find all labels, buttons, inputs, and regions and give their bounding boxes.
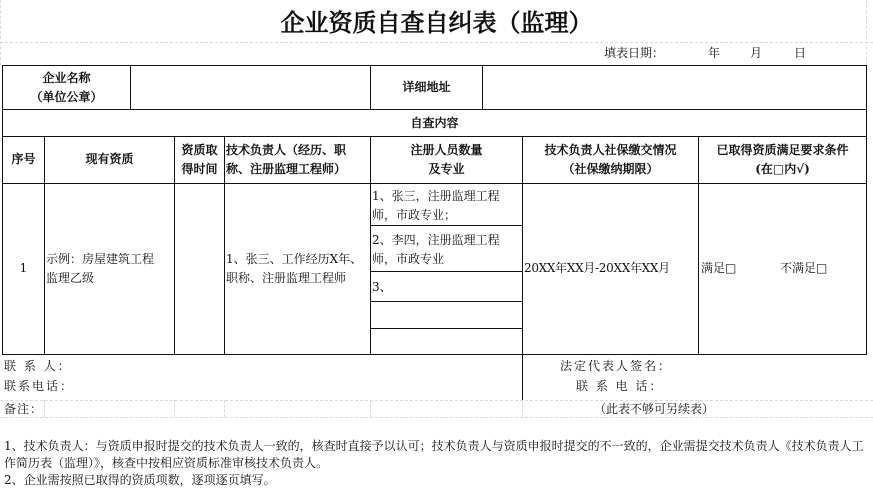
gridline bbox=[370, 400, 371, 417]
section-title: 自查内容 bbox=[410, 116, 459, 130]
legal-phone-label: 联 系 电 话： bbox=[576, 379, 664, 393]
table-border bbox=[2, 136, 867, 137]
row-tech-1: 1、张三、工作经历X年、 bbox=[226, 252, 363, 266]
gridline bbox=[522, 400, 523, 417]
gridline bbox=[224, 400, 225, 417]
header-tech-2: 称、注册监理工程师） bbox=[226, 162, 347, 176]
staff-item-3-line1: 3、 bbox=[372, 280, 392, 294]
row-qualification-1: 示例：房屋建筑工程 bbox=[46, 252, 155, 266]
gridline bbox=[44, 400, 45, 417]
gridline bbox=[0, 42, 873, 43]
page-title: 企业资质自查自纠表（监理） bbox=[280, 9, 593, 37]
table-border bbox=[370, 271, 522, 272]
meet-no-checkbox[interactable]: 不满足□ bbox=[780, 261, 828, 275]
note-1: 1、技术负责人：与资质申报时提交的技术负责人一致的，核查时直接予以认可；技术负责人与资质申报时提交的不一致的，企业需提交技术负责人《技术负责人工作简历表（监理）》，核查中按相应资质标准审核技术负责人。 bbox=[4, 439, 864, 470]
staff-item-2-line2: 师，市政专业 bbox=[372, 252, 445, 266]
company-name-input[interactable] bbox=[131, 66, 370, 109]
remark-more: （此表不够可另续表） bbox=[594, 402, 715, 416]
gridline bbox=[0, 400, 873, 401]
header-social-2: （社保缴纳期限） bbox=[562, 162, 659, 176]
staff-item-1-line1: 1、张三，注册监理工程 bbox=[372, 189, 500, 203]
header-staff-2: 及专业 bbox=[428, 162, 465, 176]
meet-yes-checkbox[interactable]: 满足□ bbox=[701, 261, 737, 275]
table-border bbox=[2, 183, 867, 184]
table-border bbox=[224, 136, 225, 354]
legal-sign-label: 法定代表人签名： bbox=[560, 359, 673, 373]
contact-person-label: 联 系 人： bbox=[4, 359, 72, 373]
row-social: 20XX年XX月-20XX年XX月 bbox=[524, 261, 670, 275]
header-meet-1: 已取得资质满足要求条件 bbox=[716, 143, 849, 157]
row-seq: 1 bbox=[19, 261, 28, 275]
note-2: 2、企业需按照已取得的资质项数，逐项逐页填写。 bbox=[4, 473, 276, 487]
gridline bbox=[174, 400, 175, 417]
table-border bbox=[2, 65, 3, 355]
header-time-1: 资质取 bbox=[181, 143, 218, 157]
company-name-label: 企业名称 bbox=[42, 71, 91, 85]
staff-item-1-line2: 师，市政专业； bbox=[372, 208, 457, 222]
gridline bbox=[0, 417, 873, 418]
row-qualification-2: 监理乙级 bbox=[46, 271, 95, 285]
table-border bbox=[2, 109, 867, 110]
fill-date-month: 月 bbox=[750, 46, 763, 60]
table-border bbox=[370, 225, 522, 226]
table-border bbox=[866, 65, 867, 355]
row-tech-2: 职称、注册监理工程师 bbox=[226, 271, 347, 285]
header-seq: 序号 bbox=[11, 152, 36, 166]
address-input[interactable] bbox=[483, 66, 866, 109]
table-border bbox=[370, 328, 522, 329]
table-border bbox=[370, 301, 522, 302]
header-time-2: 得时间 bbox=[181, 162, 218, 176]
address-label: 详细地址 bbox=[402, 80, 451, 94]
remark-label: 备注： bbox=[4, 402, 44, 416]
row-time-input[interactable] bbox=[175, 184, 224, 354]
contact-person-input[interactable] bbox=[175, 355, 522, 400]
header-meet-2: (在□内√) bbox=[755, 162, 810, 176]
contact-phone-label: 联系电话： bbox=[4, 379, 75, 393]
header-social-1: 技术负责人社保缴交情况 bbox=[544, 143, 677, 157]
company-seal-label: （单位公章） bbox=[30, 90, 103, 104]
staff-item-2-line1: 2、李四，注册监理工程 bbox=[372, 233, 500, 247]
table-border bbox=[44, 136, 45, 354]
header-staff-1: 注册人员数量 bbox=[410, 143, 483, 157]
fill-date-label: 填表日期： bbox=[604, 46, 665, 60]
fill-date-day: 日 bbox=[794, 46, 807, 60]
header-qualification: 现有资质 bbox=[85, 152, 134, 166]
fill-date-year: 年 bbox=[708, 46, 721, 60]
header-tech-1: 技术负责人（经历、职 bbox=[226, 143, 347, 157]
